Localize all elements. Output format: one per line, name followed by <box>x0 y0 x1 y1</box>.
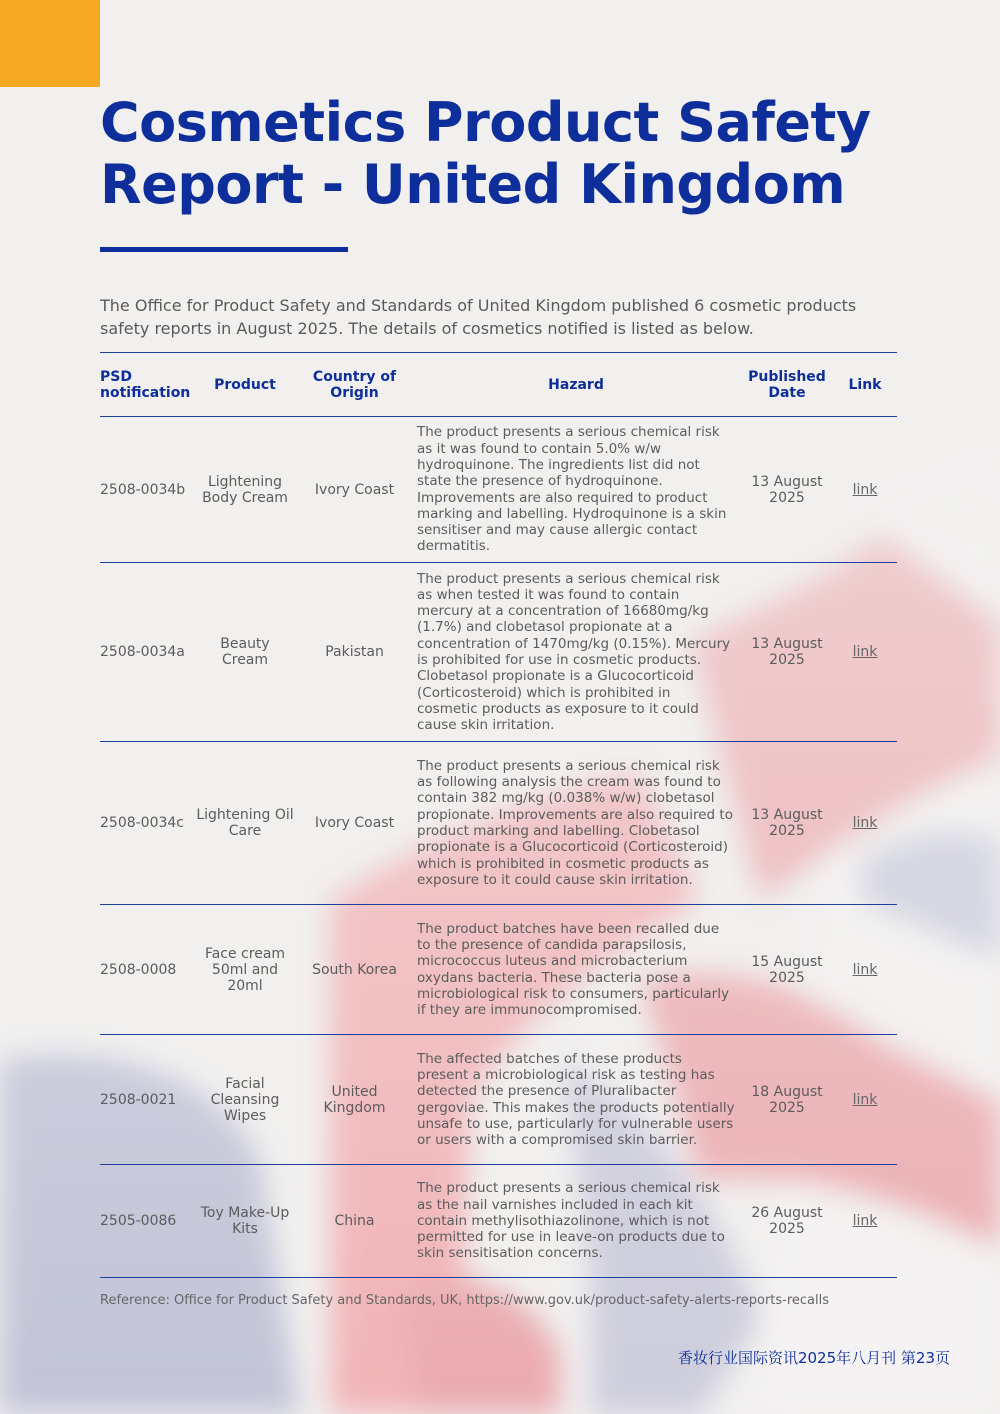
report-link[interactable]: link <box>852 961 878 978</box>
product-cell: Face cream 50ml and 20ml <box>192 905 298 1035</box>
published-date-cell: 15 August 2025 <box>741 905 833 1035</box>
header-country-of-origin: Country of Origin <box>298 353 411 417</box>
psd-number-cell: 2508-0034c <box>100 742 192 905</box>
product-cell: Beauty Cream <box>192 563 298 742</box>
link-cell <box>833 742 897 905</box>
table-row <box>100 905 897 1035</box>
link-cell <box>833 905 897 1035</box>
psd-number-cell: 2505-0086 <box>100 1165 192 1278</box>
published-date-cell: 13 August 2025 <box>741 742 833 905</box>
table-row <box>100 417 897 563</box>
published-date-cell: 13 August 2025 <box>741 563 833 742</box>
link-cell <box>833 417 897 563</box>
hazard-cell: The product presents a serious chemical risk as it was found to contain 5.0% w/w hydroquinone. The ingredients list did not state the presence of hydroquinone. Improvements are also required to product marking and labelling. Hydroquinone is a skin sensitiser and may cause allergic contact dermatitis. <box>411 417 741 563</box>
page-title-line-1: Cosmetics Product Safety <box>100 91 871 154</box>
product-cell: Facial Cleansing Wipes <box>192 1035 298 1165</box>
hazard-cell: The product presents a serious chemical risk as the nail varnishes included in each kit contain methylisothiazolinone, which is not permitted for use in leave-on products due to skin sensitisation concerns. <box>411 1165 741 1278</box>
country-cell: China <box>298 1165 411 1278</box>
country-cell: United Kingdom <box>298 1035 411 1165</box>
link-cell <box>833 1035 897 1165</box>
header-psd-notification: PSD notification <box>100 353 192 417</box>
hazard-cell: The affected batches of these products present a microbiological risk as testing has detected the presence of Pluralibacter gergoviae. This makes the products potentially unsafe to use, particularly for vulnerable users or users with a compromised skin barrier. <box>411 1035 741 1165</box>
country-cell: Ivory Coast <box>298 417 411 563</box>
table-row <box>100 1165 897 1278</box>
published-date-cell: 26 August 2025 <box>741 1165 833 1278</box>
table-header-row <box>100 353 897 417</box>
report-link[interactable]: link <box>852 1213 878 1229</box>
link-cell <box>833 563 897 742</box>
psd-number-cell: 2508-0008 <box>100 905 192 1035</box>
product-cell: Toy Make-Up Kits <box>192 1165 298 1278</box>
header-published-date: Published Date <box>741 353 833 417</box>
product-cell: Lightening Oil Care <box>192 742 298 905</box>
country-cell: Pakistan <box>298 563 411 742</box>
notifications-table <box>100 352 897 1278</box>
reference-note: Reference: Office for Product Safety and Standards, UK, https://www.gov.uk/product-safety-alerts-reports-recalls <box>100 1293 830 1308</box>
hazard-cell: The product batches have been recalled due to the presence of candida parapsilosis, micrococcus luteus and microbacterium oxydans bacteria. These bacteria pose a microbiological risk to consumers, particularly if they are immunocompromised. <box>411 905 741 1035</box>
title-underline <box>100 247 348 252</box>
table-row <box>100 1035 897 1165</box>
published-date-cell: 13 August 2025 <box>741 417 833 563</box>
corner-accent-block <box>0 0 100 87</box>
header-hazard: Hazard <box>411 353 741 417</box>
table-row <box>100 563 897 742</box>
report-link[interactable]: link <box>852 481 878 498</box>
page-title <box>100 92 900 216</box>
hazard-cell: The product presents a serious chemical risk as following analysis the cream was found to contain 382 mg/kg (0.038% w/w) clobetasol propionate. Improvements are also required to product marking and labelling. Clobetasol propionate is a Glucocorticoid (Corticosteroid) which is prohibited in cosmetic products as exposure to it could cause skin irritation. <box>411 742 741 905</box>
table-row <box>100 742 897 905</box>
intro-paragraph: The Office for Product Safety and Standards of United Kingdom published 6 cosmetic products safety reports in August 2025. The details of cosmetics notified is listed as below. <box>100 296 857 338</box>
link-cell <box>833 1165 897 1278</box>
page-footer: 香妆行业国际资讯2025年八月刊 第23页 <box>677 1349 950 1367</box>
psd-number-cell: 2508-0034a <box>100 563 192 742</box>
report-link[interactable]: link <box>852 1091 878 1108</box>
page-title-line-2: Report - United Kingdom <box>100 153 846 216</box>
psd-number-cell: 2508-0021 <box>100 1035 192 1165</box>
hazard-cell: The product presents a serious chemical risk as when tested it was found to contain mercury at a concentration of 16680mg/kg (1.7%) and clobetasol propionate at a concentration of 1470mg/kg (0.15%). Mercury is prohibited for use in cosmetic products. Clobetasol propionate is a Glucocorticoid (Corticosteroid) which is prohibited in cosmetic products as exposure to it could cause skin irritation. <box>411 563 741 742</box>
published-date-cell: 18 August 2025 <box>741 1035 833 1165</box>
psd-number-cell: 2508-0034b <box>100 417 192 563</box>
country-cell: Ivory Coast <box>298 742 411 905</box>
product-cell: Lightening Body Cream <box>192 417 298 563</box>
header-product: Product <box>192 353 298 417</box>
header-link: Link <box>833 353 897 417</box>
report-link[interactable]: link <box>852 815 878 831</box>
country-cell: South Korea <box>298 905 411 1035</box>
report-link[interactable]: link <box>852 644 878 660</box>
